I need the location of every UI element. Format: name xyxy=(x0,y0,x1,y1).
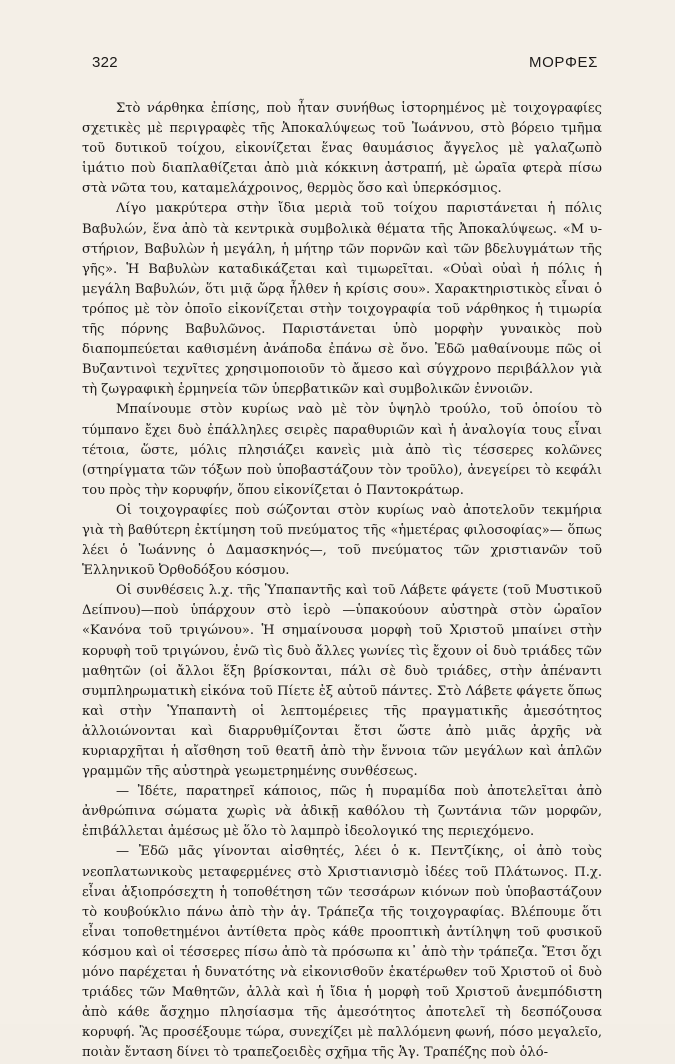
paragraph-narthex-angel: Στὸ νάρθηκα ἐπίσης, ποὺ ἦταν συνήθως ἱστορημένος μὲ τοιχογραφίες σχετικὲς μὲ περιγραφὲς τῆς Ἀποκαλύψεως τοῦ Ἰωάννου, στὸ βόρειο τμῆμα τοῦ δυτικοῦ τοίχου, εἰκονίζεται ἕνας θαυμάσιος ἄγγελος μὲ γαλαζωπὸ ἱμάτιο ποὺ διαπλαθίζεται ἀπὸ μιὰ κόκκινη ἀστραπή, μὲ ὡραῖα φτερὰ πίσω στὰ νῶτα του, καταμελάχροινος, θερμὸς ὅσο καὶ ὑπερκόσμιος. xyxy=(82,101,602,197)
paragraph-frescoes-spirit: Οἱ τοιχογραφίες ποὺ σώζονται στὸν κυρίως ναὸ ἀποτελοῦν τεκμήρια γιὰ τὴ βαθύτερη ἐκτίμηση τοῦ πνεύματος τῆς «ἡμετέρας φιλοσοφίας»— ὅπως λέει ὁ Ἰωάννης ὁ Δαμασκηνός—, τοῦ πνεύματος τῶν χριστιανῶν τοῦ Ἑλληνικοῦ Ὀρθοδόξου κόσμου. xyxy=(82,502,602,579)
page-header xyxy=(92,54,598,76)
paragraph-compositions: Οἱ συνθέσεις λ.χ. τῆς Ὑπαπαντῆς καὶ τοῦ Λάβετε φάγετε (τοῦ Μυστικοῦ Δείπνου)—ποὺ ὑπάρχουν στὸ ἱερὸ —ὑπακούουν αὐστηρὰ στὸν ὡραῖον «Κανόνα τοῦ τριγώνου». Ἡ σημαίνουσα μορφὴ τοῦ Χριστοῦ μπαίνει στὴν κορυφὴ τοῦ τριγώνου, ἐνῶ τὶς δυὸ ἄλλες γωνίες τὶς ἔχουν οἱ δυὸ τριάδες τῶν μαθητῶν (οἱ ἄλλοι ἕξη βρίσκονται, πάλι σὲ δυὸ τριάδες, στὴν ἀπέναντι συμπληρωματικὴ εἰκόνα τοῦ Πίετε ἐξ αὐτοῦ πάντες. Στὸ Λάβετε φάγετε ὅπως καὶ στὴν Ὑπαπαντὴ οἱ λεπτομέρειες τῆς πραγματικῆς ἀμεσότητος ἀλλοιώνονται καὶ διαρρυθμίζονται ἔτσι ὥστε ἀπὸ μιᾶς ἀρχῆς νὰ κυριαρχῆται ἡ αἴσθηση τοῦ θεατῆ ἀπὸ τὴν ἔννοια τῶν μεγάλων καὶ ἁπλῶν γραμμῶν τῆς αὐστηρὰ γεωμετρημένης συνθέσεως. xyxy=(82,583,602,780)
paragraph-pentzikis-remark: — Ἐδῶ μᾶς γίνονται αἰσθητές, λέει ὁ κ. Πεντζίκης, οἱ ἀπὸ τοὺς νεοπλατωνικοὺς μεταφερμένες στὸ Χριστιανισμὸ ἰδέες τοῦ Πλάτωνος. Π.χ. εἶναι ἀξιοπρόσεχτη ἡ τοποθέτηση τῶν τεσσάρων κιόνων ποὺ ὑποβαστάζουν τὸ κουβούκλιο πάνω ἀπὸ τὴν ἁγ. Τράπεζα τῆς τοιχογραφίας. Βλέπουμε ὅτι εἶναι τοποθετημένοι ἀντίθετα πρὸς κάθε προοπτικὴ ἀντίληψη τοῦ φυσικοῦ κόσμου καὶ οἱ τέσσερες πίσω ἀπὸ τὰ πρόσωπα κι᾿ ἀπὸ τὴν τράπεζα. Ἔτσι ὄχι μόνο παρέχεται ἡ δυνατότης νὰ εἰκονισθοῦν ἑκατέρωθεν τοῦ Χριστοῦ οἱ δυὸ τριάδες τῶν Μαθητῶν, ἀλλὰ καὶ ἡ ἴδια ἡ μορφὴ τοῦ Χριστοῦ ἀνεμπόδιστη ἀπὸ κάθε ἄσχημο πλησίασμα τῆς ἀμεσότητος ἀποτελεῖ τὴ δεσπόζουσα κορυφή. Ἂς προσέξουμε τώρα, συνεχίζει μὲ παλλόμενη φωνή, πόσο μεγαλεῖο, ποιὰν ἔνταση δίνει τὸ τραπεζοειδὲς σχῆμα τῆς Ἁγ. Τραπέζης ποὺ ὁλό- xyxy=(82,844,602,1061)
paragraph-pyramid-remark: — Ἰδέτε, παρατηρεῖ κάποιος, πῶς ἡ πυραμίδα ποὺ ἀποτελεῖται ἀπὸ ἀνθρώπινα σώματα χωρὶς νὰ ἀδικῇ καθόλου τὴ ζωντάνια τῶν μορφῶν, ἐπιβάλλεται ἀμέσως μὲ ὅλο τὸ λαμπρὸ ἰδεολογικό της περιεχόμενο. xyxy=(82,784,602,840)
running-head: ΜΟΡΦΕΣ xyxy=(528,54,598,71)
page-number: 322 xyxy=(92,54,118,71)
body-text xyxy=(82,99,602,1064)
paragraph-dome: Μπαίνουμε στὸν κυρίως ναὸ μὲ τὸν ὑψηλὸ τρούλο, τοῦ ὁποίου τὸ τύμπανο ἔχει δυὸ ἐπάλληλες σειρὲς παραθυριῶν καὶ ἡ ἀναλογία τους εἶναι τέτοια, ὥστε, μόλις πλησιάζει κανεὶς μιὰ ἀπὸ τὶς τέσσερες κολῶνες (στηρίγματα τῶν τόξων ποὺ ὑποβαστάζουν τὸν τροῦλο), ἀνεγείρει τὸ κεφάλι του πρὸς τὴν κορυφήν, ὅπου εἰκονίζεται ὁ Παντοκράτωρ. xyxy=(82,402,602,498)
paragraph-babylon: Λίγο μακρύτερα στὴν ἴδια μεριὰ τοῦ τοίχου παριστάνεται ἡ πόλις Βαβυλών, ἕνα ἀπὸ τὰ κεντρικὰ συμβολικὰ θέματα τῆς Ἀποκαλύψεως. «Μ υ-στήριον, Βαβυλὼν ἡ μεγάλη, ἡ μήτηρ τῶν πορνῶν καὶ τῶν βδελυγμάτων τῆς γῆς». Ἡ Βαβυλὼν καταδικάζεται καὶ τιμωρεῖται. «Οὐαὶ οὐαὶ ἡ πόλις ἡ μεγάλη Βαβυλών, ὅτι μιᾷ ὥρᾳ ἦλθεν ἡ κρίσις σου». Χαρακτηριστικὸς εἶναι ὁ τρόπος μὲ τὸν ὁποῖο εἰκονίζεται στὴν τοιχογραφία τοῦ νάρθηκος ἡ τιμωρία τῆς πόρνης Βαβυλῶνος. Παριστάνεται ὑπὸ μορφὴν γυναικὸς ποὺ διαπομπεύεται καθισμένη ἀνάποδα ἐπάνω σὲ ὄνο. Ἐδῶ μαθαίνουμε πῶς οἱ Βυζαντινοὶ τεχνῖτες χρησιμοποιοῦν τὸ ἄμεσο καὶ σύγχρονο περιβάλλον γιὰ τὴ ζωγραφικὴ ἑρμηνεία τῶν ὑπερβατικῶν καὶ συμβολικῶν ἐννοιῶν. xyxy=(82,201,602,398)
